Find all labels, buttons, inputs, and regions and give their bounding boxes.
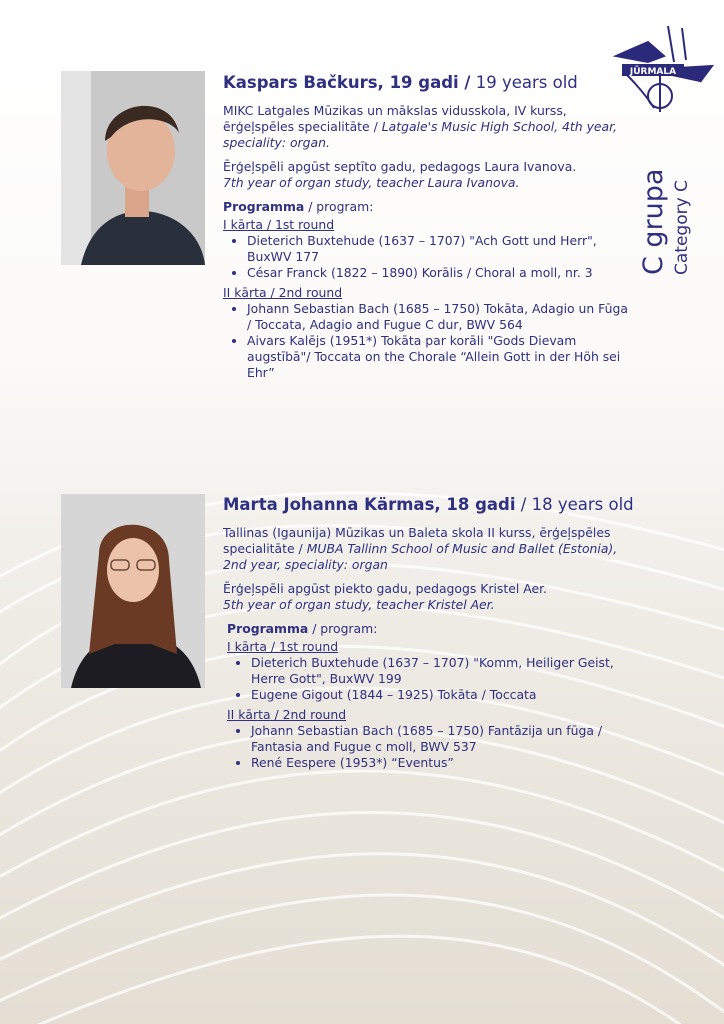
participant-1-round-2-list bbox=[223, 301, 635, 381]
logo-text: JŪRMALA bbox=[629, 67, 677, 77]
participant-photo-1 bbox=[61, 71, 205, 265]
participant-2-round-2-list bbox=[223, 723, 635, 771]
participant-1-round-1: I kārta / 1st round bbox=[223, 217, 335, 232]
participant-1-round-1-list bbox=[223, 233, 635, 281]
participant-2-school bbox=[223, 525, 635, 573]
participant-2-study-en: 5th year of organ study, teacher Kristel Aer. bbox=[223, 597, 495, 612]
participant-1-study-en: 7th year of organ study, teacher Laura Ivanova. bbox=[223, 175, 520, 190]
participant-1-name bbox=[223, 73, 635, 93]
participant-1-school-lv: MIKC Latgales Mūzikas un mākslas vidusskola, IV kurss, ērģeļspēles specialitāte / bbox=[223, 103, 567, 134]
participant-1-name-lv: Kaspars Bačkurs, 19 gadi / bbox=[223, 73, 471, 92]
category-lv: C grupa bbox=[638, 168, 669, 275]
list-item: • Aivars Kalējs (1951*) Tokāta par korāli "Gods Dievam augstībā"/ Toccata on the Chorale “Allein Gott in der Höh sei Ehr” bbox=[247, 333, 635, 381]
participant-2-info bbox=[223, 495, 635, 775]
list-item: • Dieterich Buxtehude (1637 – 1707) "Komm, Heiliger Geist, Herre Gott", BuxWV 199 bbox=[251, 655, 635, 687]
list-item: • César Franck (1822 – 1890) Korālis / Choral a moll, nr. 3 bbox=[247, 265, 635, 281]
category-en: Category C bbox=[672, 180, 692, 275]
participant-2-name-lv: Marta Johanna Kärmas, 18 gadi bbox=[223, 495, 516, 514]
program-label-en: / program: bbox=[312, 621, 378, 636]
participant-1-age-en: 19 years old bbox=[475, 73, 578, 92]
participant-1-study-lv: Ērģeļspēli apgūst septīto gadu, pedagogs Laura Ivanova. bbox=[223, 159, 577, 174]
participant-1-program-heading bbox=[223, 199, 635, 215]
participant-1-info bbox=[223, 73, 635, 385]
program-label: Programma bbox=[227, 621, 309, 636]
list-item: • Eugene Gigout (1844 – 1925) Tokāta / Toccata bbox=[251, 687, 635, 703]
list-item: • Johann Sebastian Bach (1685 – 1750) Fantāzija un fūga / Fantasia and Fugue c moll, BWV 537 bbox=[251, 723, 635, 755]
participant-2-age-en: / 18 years old bbox=[520, 495, 634, 514]
program-label-en: / program: bbox=[308, 199, 374, 214]
participant-photo-2 bbox=[61, 494, 205, 688]
participant-2-school-en: MUBA Tallinn School of Music and Ballet (Estonia), 2nd year, speciality: organ bbox=[223, 541, 618, 572]
participant-2-study-lv: Ērģeļspēli apgūst piekto gadu, pedagogs Kristel Aer. bbox=[223, 581, 547, 596]
list-item: • René Eespere (1953*) “Eventus” bbox=[251, 755, 635, 771]
participant-1-round-2: II kārta / 2nd round bbox=[223, 285, 343, 300]
participant-2-program-heading bbox=[223, 621, 635, 637]
list-item: • Johann Sebastian Bach (1685 – 1750) Tokāta, Adagio un Fūga / Toccata, Adagio and Fugue C dur, BWV 564 bbox=[247, 301, 635, 333]
participant-2-study bbox=[223, 581, 635, 613]
participant-1-study bbox=[223, 159, 635, 191]
participant-2-round-2: II kārta / 2nd round bbox=[227, 707, 347, 722]
participant-2-round-1-list bbox=[223, 655, 635, 703]
list-item: • Dieterich Buxtehude (1637 – 1707) "Ach Gott und Herr", BuxWV 177 bbox=[247, 233, 635, 265]
participant-2-school-lv: Tallinas (Igaunija) Mūzikas un Baleta skola II kurss, ērģeļspēles specialitāte / bbox=[223, 525, 611, 556]
participant-1-school bbox=[223, 103, 635, 151]
participant-2-name bbox=[223, 495, 635, 515]
participant-1-school-en: Latgale's Music High School, 4th year, speciality: organ. bbox=[223, 119, 618, 150]
participant-2-round-1: I kārta / 1st round bbox=[227, 639, 339, 654]
program-label: Programma bbox=[223, 199, 305, 214]
